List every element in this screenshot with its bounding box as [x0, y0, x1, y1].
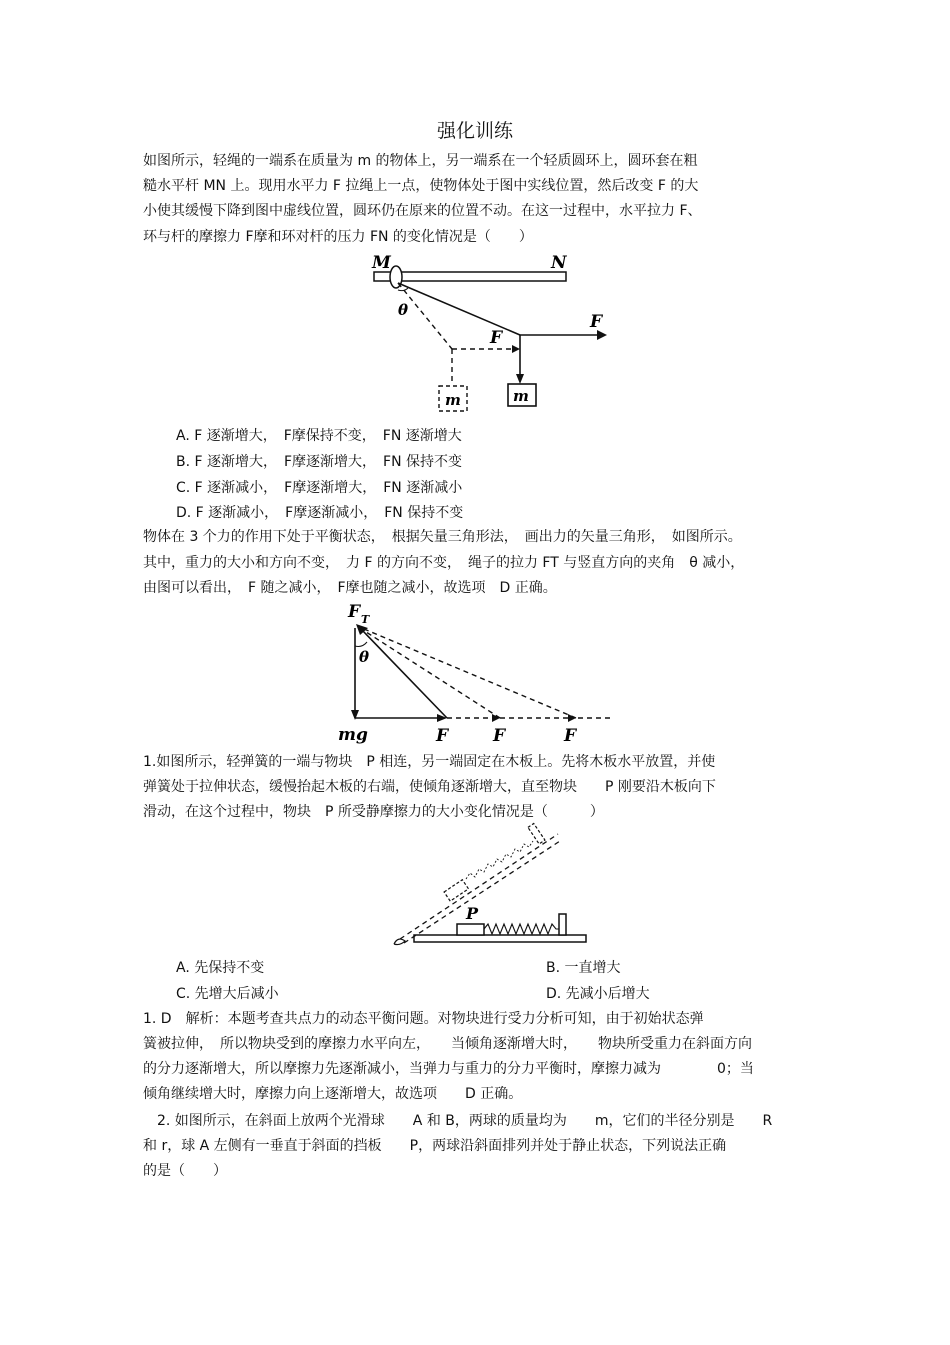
wall-post-tilted: [528, 823, 545, 843]
label-theta: θ: [398, 301, 409, 319]
q1-stem-line-1: 1.如图所示，轻弹簧的一端与物块 P 相连，另一端固定在木板上。先将木板水平放置，并使: [143, 754, 716, 770]
label-n-rod: N: [551, 253, 567, 273]
label-theta-2: θ: [359, 648, 370, 666]
q1-stem-line-3: 滑动，在这个过程中，物块 P 所受静摩擦力的大小变化情况是（ ）: [143, 804, 604, 820]
block-p-tilted: [444, 880, 468, 901]
spring: [484, 924, 559, 934]
board-horizontal: [414, 935, 586, 942]
label-m-solid: m: [513, 387, 529, 405]
q0-answer-line-2: 其中，重力的大小和方向不变， 力 F 的方向不变， 绳子的拉力 FT 与竖直方向的夹角 θ 减小，: [143, 555, 745, 571]
q0-stem-line-2: 糙水平杆 MN 上。现用水平力 F 拉绳上一点，使物体处于图中实线位置，然后改变 F 的大: [143, 178, 699, 194]
label-f-2: F: [493, 726, 506, 746]
label-p: P: [466, 904, 479, 923]
q2-stem-line-2: 和 r，球 A 左侧有一垂直于斜面的挡板 P，两球沿斜面排列并处于静止状态，下列说法正确: [143, 1138, 727, 1154]
q0-option-a: A. F 逐渐增大， F摩保持不变， FN 逐渐增大: [176, 428, 462, 444]
q1-option-d: D. 先减小后增大: [546, 986, 650, 1002]
page-title: 强化训练: [436, 120, 513, 142]
label-f-dashed: F: [490, 328, 503, 348]
q0-answer-line-1: 物体在 3 个力的作用下处于平衡状态， 根据矢量三角形法， 画出力的矢量三角形， 如图所示。: [143, 529, 742, 545]
label-ft-sub: T: [361, 613, 370, 626]
q0-stem-line-3: 小使其缓慢下降到图中虚线位置，圆环仍在原来的位置不动。在这一过程中，水平拉力 F、: [143, 203, 702, 219]
q0-option-d: D. F 逐渐减小， F摩逐渐减小， FN 保持不变: [176, 505, 464, 521]
label-m-rod: M: [372, 253, 391, 273]
q0-option-b: B. F 逐渐增大， F摩逐渐增大， FN 保持不变: [176, 454, 463, 470]
q1-stem-line-2: 弹簧处于拉伸状态，缓慢抬起木板的右端，使倾角逐渐增大，直至物块 P 刚要沿木板向下: [143, 779, 716, 795]
hinge-mark: [394, 939, 405, 944]
q1-answer-line-2: 簧被拉伸， 所以物块受到的摩擦力水平向左， 当倾角逐渐增大时， 物块所受重力在斜面方向: [143, 1036, 752, 1052]
q1-option-b: B. 一直增大: [546, 960, 621, 976]
label-f-1: F: [436, 726, 449, 746]
label-m-dashed: m: [445, 391, 461, 409]
q0-option-c: C. F 逐渐减小， F摩逐渐增大， FN 逐渐减小: [176, 480, 463, 496]
q0-stem-line-4: 环与杆的摩擦力 F摩和环对杆的压力 FN 的变化情况是（ ）: [143, 229, 533, 245]
q1-answer-line-1: 1. D 解析：本题考查共点力的动态平衡问题。对物块进行受力分析可知，由于初始状态弹: [143, 1011, 704, 1027]
q1-answer-line-4: 倾角继续增大时，摩擦力向上逐渐增大，故选项 D 正确。: [143, 1086, 523, 1102]
block-p: [457, 924, 484, 935]
q2-stem-line-1: 2. 如图所示，在斜面上放两个光滑球 A 和 B，两球的质量均为 m，它们的半径分别是 R: [143, 1113, 773, 1129]
label-ft: F: [348, 602, 361, 622]
label-f-3: F: [564, 726, 577, 746]
label-f-solid: F: [590, 312, 603, 332]
wall-post: [559, 914, 566, 935]
q1-option-c: C. 先增大后减小: [176, 986, 279, 1002]
q1-option-a: A. 先保持不变: [176, 960, 265, 976]
q0-answer-line-3: 由图可以看出， F 随之减小， F摩也随之减小，故选项 D 正确。: [143, 580, 557, 596]
q1-answer-line-3: 的分力逐渐增大，所以摩擦力先逐渐减小，当弹力与重力的分力平衡时，摩擦力减为 0；当: [143, 1061, 754, 1077]
q2-stem-line-3: 的是（ ）: [143, 1163, 227, 1179]
label-mg: mg: [338, 725, 368, 745]
q0-stem-line-1: 如图所示，轻绳的一端系在质量为 m 的物体上，另一端系在一个轻质圆环上，圆环套在粗: [143, 153, 698, 169]
